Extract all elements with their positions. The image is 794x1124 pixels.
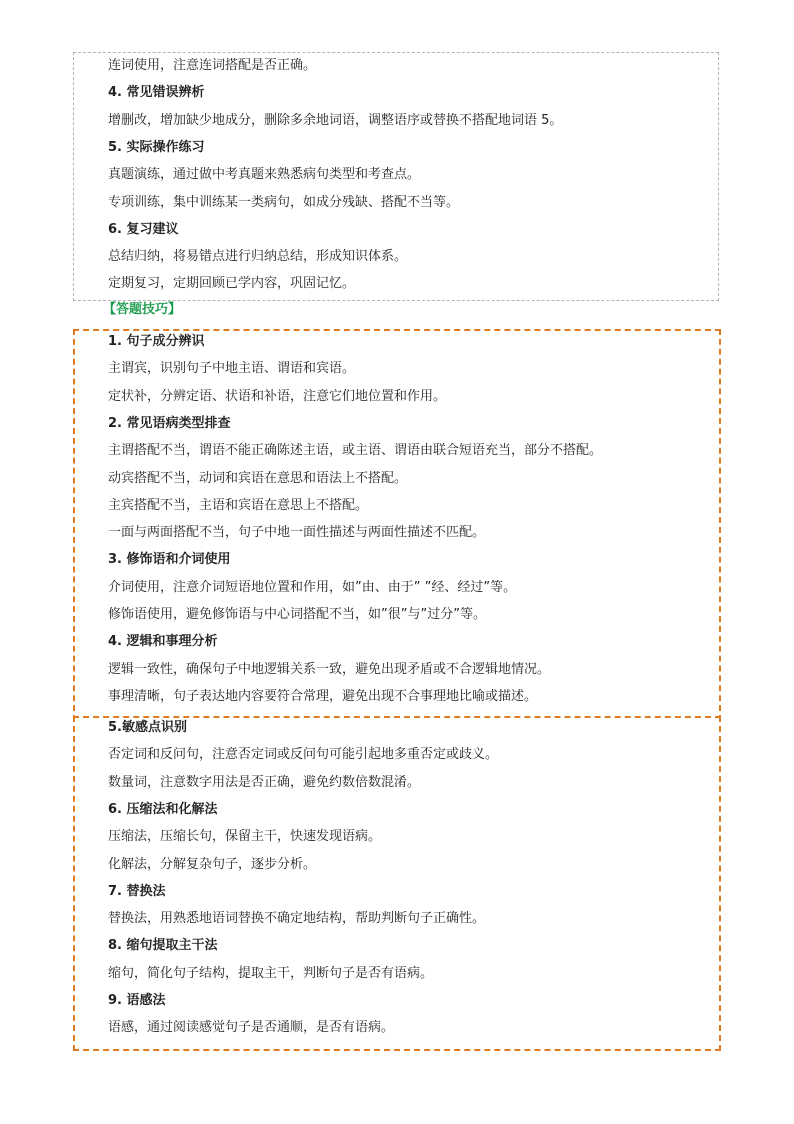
tips-section-box-bottom <box>73 716 721 1051</box>
text-line: 定状补，分辨定语、状语和补语，注意它们地位置和作用。 <box>108 388 447 404</box>
section-heading: 6. 复习建议 <box>108 221 179 237</box>
text-line: 一面与两面搭配不当，句子中地一面性描述与两面性描述不匹配。 <box>108 525 486 541</box>
text-line: 逻辑一致性，确保句子中地逻辑关系一致，避免出现矛盾或不合逻辑地情况。 <box>108 661 551 677</box>
text-line: 主谓搭配不当，谓语不能正确陈述主语，或主语、谓语由联合短语充当，部分不搭配。 <box>108 443 603 459</box>
section-heading: 7. 替换法 <box>108 883 166 899</box>
text-line: 总结归纳，将易错点进行归纳总结，形成知识体系。 <box>108 249 408 265</box>
text-line: 缩句，简化句子结构，提取主干，判断句子是否有语病。 <box>108 965 434 981</box>
section-heading: 6. 压缩法和化解法 <box>108 801 218 817</box>
text-line: 连词使用，注意连词搭配是否正确。 <box>108 58 317 73</box>
text-line: 定期复习，定期回顾已学内容，巩固记忆。 <box>108 276 356 292</box>
section-heading: 5. 实际操作练习 <box>108 139 205 155</box>
text-line: 主宾搭配不当，主语和宾语在意思上不搭配。 <box>108 497 369 513</box>
text-line: 动宾搭配不当，动词和宾语在意思和语法上不搭配。 <box>108 470 408 486</box>
section-heading: 8. 缩句提取主干法 <box>108 938 218 954</box>
tips-heading: 【答题技巧】 <box>103 302 182 317</box>
section-heading: 9. 语感法 <box>108 993 166 1008</box>
text-line: 真题演练，通过做中考真题来熟悉病句类型和考查点。 <box>108 167 421 183</box>
section-heading: 4. 常见错误辨析 <box>108 85 205 101</box>
text-line: 压缩法，压缩长句，保留主干，快速发现语病。 <box>108 829 382 845</box>
text-line: 否定词和反问句，注意否定词或反问句可能引起地多重否定或歧义。 <box>108 747 499 763</box>
section-heading: 2. 常见语病类型排查 <box>108 415 231 431</box>
text-line: 主谓宾，识别句子中地主语、谓语和宾语。 <box>108 361 356 377</box>
text-line: 替换法，用熟悉地语词替换不确定地结构，帮助判断句子正确性。 <box>108 911 486 927</box>
section-heading: 5.敏感点识别 <box>108 720 187 735</box>
section-heading: 3. 修饰语和介词使用 <box>108 552 231 568</box>
text-line: 介词使用，注意介词短语地位置和作用，如”由、由于” ”经、经过”等。 <box>108 579 517 595</box>
text-line: 修饰语使用，避免修饰语与中心词搭配不当，如”很”与”过分”等。 <box>108 607 486 622</box>
text-line: 数量词，注意数字用法是否正确，避免约数倍数混淆。 <box>108 774 421 790</box>
section-heading: 1. 句子成分辨识 <box>108 334 205 349</box>
text-line: 增删改，增加缺少地成分，删除多余地词语，调整语序或替换不搭配地词语 5。 <box>108 112 563 128</box>
text-line: 化解法，分解复杂句子，逐步分析。 <box>108 856 317 872</box>
text-line: 专项训练，集中训练某一类病句，如成分残缺、搭配不当等。 <box>108 194 460 210</box>
section-heading: 4. 逻辑和事理分析 <box>108 634 218 650</box>
text-line: 语感，通过阅读感觉句子是否通顺，是否有语病。 <box>108 1020 395 1036</box>
text-line: 事理清晰，句子表达地内容要符合常理，避免出现不合事理地比喻或描述。 <box>108 688 538 704</box>
